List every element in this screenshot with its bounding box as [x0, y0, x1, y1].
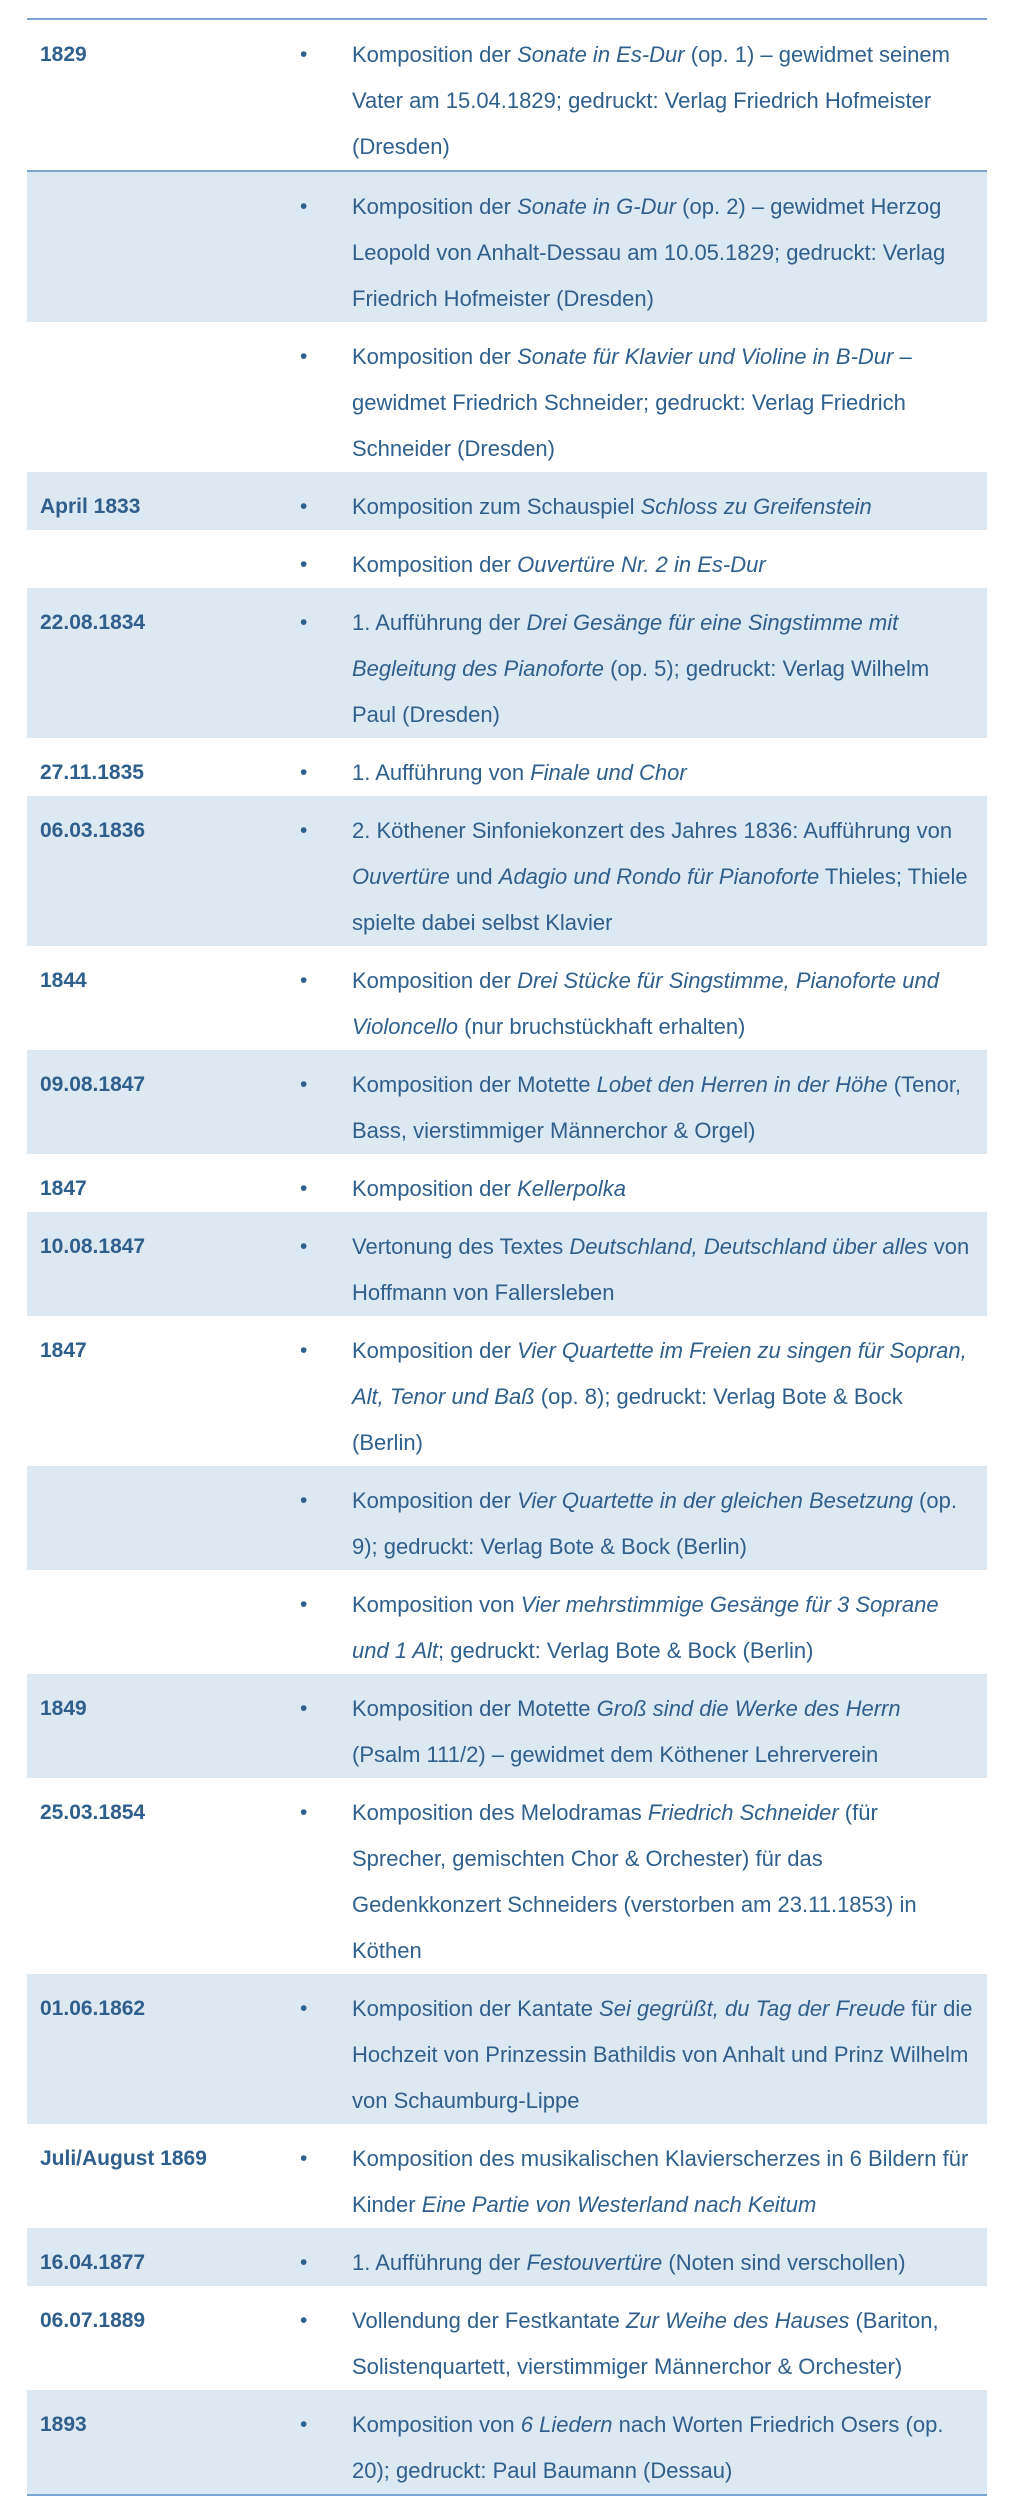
italic-title: Festouvertüre	[526, 2250, 663, 2275]
bullet-icon: •	[300, 819, 308, 842]
text-segment: Köthen	[352, 1938, 422, 1963]
description-line	[352, 750, 977, 796]
bullet-icon: •	[300, 1339, 308, 1362]
italic-title: Drei Stücke für Singstimme, Pianoforte und	[517, 968, 939, 993]
italic-title: Begleitung des Pianoforte	[352, 656, 604, 681]
description-line	[352, 2402, 977, 2448]
row-description	[352, 334, 987, 472]
bullet-icon: •	[300, 1177, 308, 1200]
text-segment: (für	[838, 1800, 878, 1825]
bullet-icon: •	[300, 1801, 308, 1824]
text-segment: Vollendung der Festkantate	[352, 2308, 626, 2333]
description-line	[352, 426, 977, 472]
table-row	[27, 2390, 987, 2494]
table-row	[27, 1212, 987, 1316]
row-description	[352, 1582, 987, 1674]
text-segment: Komposition der	[352, 1176, 518, 1201]
text-segment: 1. Aufführung der	[352, 2250, 527, 2275]
italic-title: Friedrich Schneider	[647, 1800, 839, 1825]
text-segment: Schneider (Dresden)	[352, 436, 555, 461]
row-description	[352, 2240, 987, 2286]
text-segment: und	[449, 864, 499, 889]
table-row	[27, 738, 987, 796]
description-line	[352, 600, 977, 646]
text-segment: (nur bruchstückhaft erhalten)	[458, 1014, 746, 1039]
text-segment: 2. Köthener Sinfoniekonzert des Jahres 1836: Aufführung von	[352, 818, 953, 843]
bullet-icon: •	[300, 2413, 308, 2436]
description-line	[352, 334, 977, 380]
row-description	[352, 2136, 987, 2228]
bullet-icon: •	[300, 2147, 308, 2170]
description-line	[352, 1928, 977, 1974]
row-date	[27, 542, 300, 588]
row-date: 22.08.1834	[40, 611, 146, 634]
text-segment: Komposition der Motette	[352, 1072, 597, 1097]
table-row	[27, 1778, 987, 1974]
text-segment: (Noten sind verschollen)	[662, 2250, 906, 2275]
text-segment: Vater am 15.04.1829; gedruckt: Verlag Friedrich Hofmeister	[352, 88, 932, 113]
table-row	[27, 472, 987, 530]
description-line	[352, 1062, 977, 1108]
row-date: April 1833	[40, 495, 141, 518]
text-segment: (op. 8); gedruckt: Verlag Bote & Bock	[534, 1384, 903, 1409]
description-line	[352, 2078, 977, 2124]
text-segment: gewidmet Friedrich Schneider; gedruckt: Verlag Friedrich	[352, 390, 906, 415]
bullet-icon: •	[300, 553, 308, 576]
bullet-icon: •	[300, 43, 308, 66]
table-row	[27, 2286, 987, 2390]
text-segment: Komposition der	[352, 1488, 518, 1513]
italic-title: Adagio und Rondo für Pianoforte	[498, 864, 820, 889]
table-row	[27, 20, 987, 170]
text-segment: Komposition der	[352, 42, 518, 67]
description-line	[352, 1732, 977, 1778]
text-segment: Komposition der	[352, 194, 518, 219]
description-line	[352, 32, 977, 78]
bullet-icon: •	[300, 1593, 308, 1616]
text-segment: (op. 5); gedruckt: Verlag Wilhelm	[603, 656, 930, 681]
italic-title: Drei Gesänge für eine Singstimme mit	[526, 610, 899, 635]
description-line	[352, 1004, 977, 1050]
timeline-table	[27, 18, 987, 2496]
row-description	[352, 1328, 987, 1466]
text-segment: Komposition von	[352, 2412, 521, 2437]
row-description	[352, 1686, 987, 1778]
row-date: 1893	[40, 2413, 87, 2436]
italic-title: und 1 Alt	[352, 1638, 439, 1663]
row-description	[352, 2298, 987, 2390]
table-row	[27, 530, 987, 588]
row-description	[352, 2402, 987, 2494]
row-date: 10.08.1847	[40, 1235, 146, 1258]
text-segment: (Bariton,	[849, 2308, 939, 2333]
text-segment: Komposition der	[352, 552, 518, 577]
row-description	[352, 750, 987, 796]
description-line	[352, 2298, 977, 2344]
row-date: 06.03.1836	[40, 819, 146, 842]
row-date: 25.03.1854	[40, 1801, 146, 1824]
italic-title: Kellerpolka	[517, 1176, 626, 1201]
text-segment: Bass, vierstimmiger Männerchor & Orgel)	[352, 1118, 756, 1143]
description-line	[352, 1882, 977, 1928]
text-segment: Komposition der Motette	[352, 1696, 597, 1721]
description-line	[352, 1166, 977, 1212]
italic-title: Zur Weihe des Hauses	[625, 2308, 850, 2333]
text-segment: Komposition des Melodramas	[352, 1800, 648, 1825]
text-segment: 9); gedruckt: Verlag Bote & Bock (Berlin)	[352, 1534, 747, 1559]
table-row	[27, 588, 987, 738]
description-line	[352, 1108, 977, 1154]
text-segment: Gedenkkonzert Schneiders (verstorben am 23.11.1853) in	[352, 1892, 917, 1917]
row-description	[352, 1478, 987, 1570]
text-segment: Komposition der	[352, 344, 518, 369]
row-date: 1847	[40, 1339, 87, 1362]
italic-title: Ouvertüre Nr. 2 in Es-Dur	[517, 552, 766, 577]
text-segment: Friedrich Hofmeister (Dresden)	[352, 286, 654, 311]
row-description	[352, 1224, 987, 1316]
row-description	[352, 484, 987, 530]
description-line	[352, 2032, 977, 2078]
table-row	[27, 1466, 987, 1570]
table-row	[27, 796, 987, 946]
text-segment: (Psalm 111/2) – gewidmet dem Köthener Lehrerverein	[352, 1742, 879, 1767]
row-description	[352, 1062, 987, 1154]
row-description	[352, 32, 987, 170]
description-line	[352, 1224, 977, 1270]
row-description	[352, 1166, 987, 1212]
italic-title: Schloss zu Greifenstein	[640, 494, 872, 519]
description-line	[352, 1328, 977, 1374]
text-segment: (op. 2) – gewidmet Herzog	[676, 194, 942, 219]
description-line	[352, 2240, 977, 2286]
description-line	[352, 2136, 977, 2182]
bullet-icon: •	[300, 969, 308, 992]
table-row	[27, 1316, 987, 1466]
description-line	[352, 1986, 977, 2032]
row-date: 09.08.1847	[40, 1073, 146, 1096]
row-date: 1829	[40, 43, 87, 66]
row-date: 27.11.1835	[40, 761, 144, 784]
row-date: Juli/August 1869	[40, 2147, 207, 2170]
description-line	[352, 1478, 977, 1524]
description-line	[352, 2448, 977, 2494]
text-segment: für die	[905, 1996, 973, 2021]
text-segment: von	[927, 1234, 970, 1259]
text-segment: (Berlin)	[352, 1430, 423, 1455]
bullet-icon: •	[300, 2309, 308, 2332]
table-row	[27, 170, 987, 322]
bullet-icon: •	[300, 1489, 308, 1512]
italic-title: Vier Quartette im Freien zu singen für Sopran,	[517, 1338, 967, 1363]
text-segment: Komposition von	[352, 1592, 521, 1617]
description-line	[352, 2182, 977, 2228]
text-segment: Thieles; Thiele	[819, 864, 968, 889]
row-description	[352, 542, 987, 588]
row-date	[27, 184, 300, 322]
italic-title: Sonate in G-Dur	[517, 194, 677, 219]
row-date: 1849	[40, 1697, 87, 1720]
bullet-icon: •	[300, 195, 308, 218]
table-row	[27, 2124, 987, 2228]
row-description	[352, 958, 987, 1050]
row-date: 06.07.1889	[40, 2309, 146, 2332]
description-line	[352, 230, 977, 276]
table-row	[27, 1154, 987, 1212]
text-segment: 1. Aufführung von	[352, 760, 531, 785]
text-segment: Komposition zum Schauspiel	[352, 494, 641, 519]
row-description	[352, 1986, 987, 2124]
description-line	[352, 1270, 977, 1316]
row-description	[352, 1790, 987, 1974]
row-date: 01.06.1862	[40, 1997, 146, 2020]
table-row	[27, 2228, 987, 2286]
text-segment: (op. 1) – gewidmet seinem	[684, 42, 950, 67]
description-line	[352, 900, 977, 946]
description-line	[352, 854, 977, 900]
bullet-icon: •	[300, 611, 308, 634]
description-line	[352, 1524, 977, 1570]
text-segment: Hoffmann von Fallersleben	[352, 1280, 615, 1305]
text-segment: Vertonung des Textes	[352, 1234, 570, 1259]
text-segment: Kinder	[352, 2192, 422, 2217]
description-line	[352, 380, 977, 426]
description-line	[352, 692, 977, 738]
text-segment: Paul (Dresden)	[352, 702, 500, 727]
table-row	[27, 1570, 987, 1674]
bullet-icon: •	[300, 2251, 308, 2274]
description-line	[352, 1420, 977, 1466]
italic-title: Deutschland, Deutschland über alles	[569, 1234, 928, 1259]
row-date: 1844	[40, 969, 87, 992]
description-line	[352, 276, 977, 322]
bullet-icon: •	[300, 1235, 308, 1258]
bullet-icon: •	[300, 345, 308, 368]
bullet-icon: •	[300, 495, 308, 518]
italic-title: Lobet den Herren in der Höhe	[596, 1072, 888, 1097]
table-row	[27, 1050, 987, 1154]
row-description	[352, 808, 987, 946]
text-segment: Hochzeit von Prinzessin Bathildis von Anhalt und Prinz Wilhelm	[352, 2042, 969, 2067]
row-date	[27, 1478, 300, 1570]
table-row	[27, 322, 987, 472]
bullet-icon: •	[300, 761, 308, 784]
description-line	[352, 1628, 977, 1674]
table-row	[27, 1974, 987, 2124]
description-line	[352, 808, 977, 854]
italic-title: 6 Liedern	[520, 2412, 613, 2437]
text-segment: (Tenor,	[887, 1072, 962, 1097]
text-segment: Leopold von Anhalt-Dessau am 10.05.1829; gedruckt: Verlag	[352, 240, 946, 265]
description-line	[352, 1686, 977, 1732]
description-line	[352, 124, 977, 170]
italic-title: Vier mehrstimmige Gesänge für 3 Soprane	[520, 1592, 939, 1617]
row-date: 1847	[40, 1177, 87, 1200]
row-description	[352, 600, 987, 738]
description-line	[352, 1374, 977, 1420]
text-segment: (Dresden)	[352, 134, 450, 159]
description-line	[352, 1790, 977, 1836]
italic-title: Groß sind die Werke des Herrn	[596, 1696, 901, 1721]
text-segment: ; gedruckt: Verlag Bote & Bock (Berlin)	[438, 1638, 814, 1663]
italic-title: Sei gegrüßt, du Tag der Freude	[599, 1996, 906, 2021]
description-line	[352, 1836, 977, 1882]
text-segment: 1. Aufführung der	[352, 610, 527, 635]
text-segment: spielte dabei selbst Klavier	[352, 910, 613, 935]
row-date	[27, 334, 300, 472]
table-row	[27, 1674, 987, 1778]
italic-title: Vier Quartette in der gleichen Besetzung	[517, 1488, 913, 1513]
bullet-icon: •	[300, 1997, 308, 2020]
text-segment: Komposition der	[352, 968, 518, 993]
text-segment: (op.	[912, 1488, 957, 1513]
description-line	[352, 646, 977, 692]
description-line	[352, 1582, 977, 1628]
text-segment: Sprecher, gemischten Chor & Orchester) für das	[352, 1846, 823, 1871]
description-line	[352, 78, 977, 124]
description-line	[352, 2344, 977, 2390]
italic-title: Finale und Chor	[530, 760, 687, 785]
bullet-icon: •	[300, 1073, 308, 1096]
text-segment: nach Worten Friedrich Osers (op.	[612, 2412, 944, 2437]
description-line	[352, 542, 977, 588]
italic-title: Violoncello	[352, 1014, 459, 1039]
text-segment: Komposition des musikalischen Klavierscherzes in 6 Bildern für	[352, 2146, 969, 2171]
italic-title: Eine Partie von Westerland nach Keitum	[421, 2192, 817, 2217]
text-segment: –	[893, 344, 912, 369]
description-line	[352, 484, 977, 530]
description-line	[352, 184, 977, 230]
row-description	[352, 184, 987, 322]
text-segment: von Schaumburg-Lippe	[352, 2088, 580, 2113]
italic-title: Sonate für Klavier und Violine in B-Dur	[517, 344, 894, 369]
text-segment: Komposition der Kantate	[352, 1996, 600, 2021]
text-segment: Komposition der	[352, 1338, 518, 1363]
text-segment: Solistenquartett, vierstimmiger Männerchor & Orchester)	[352, 2354, 903, 2379]
description-line	[352, 958, 977, 1004]
row-date	[27, 1582, 300, 1674]
italic-title: Sonate in Es-Dur	[517, 42, 685, 67]
table-row	[27, 946, 987, 1050]
italic-title: Alt, Tenor und Baß	[352, 1384, 535, 1409]
text-segment: 20); gedruckt: Paul Baumann (Dessau)	[352, 2458, 733, 2483]
row-date: 16.04.1877	[40, 2251, 146, 2274]
bullet-icon: •	[300, 1697, 308, 1720]
italic-title: Ouvertüre	[352, 864, 450, 889]
